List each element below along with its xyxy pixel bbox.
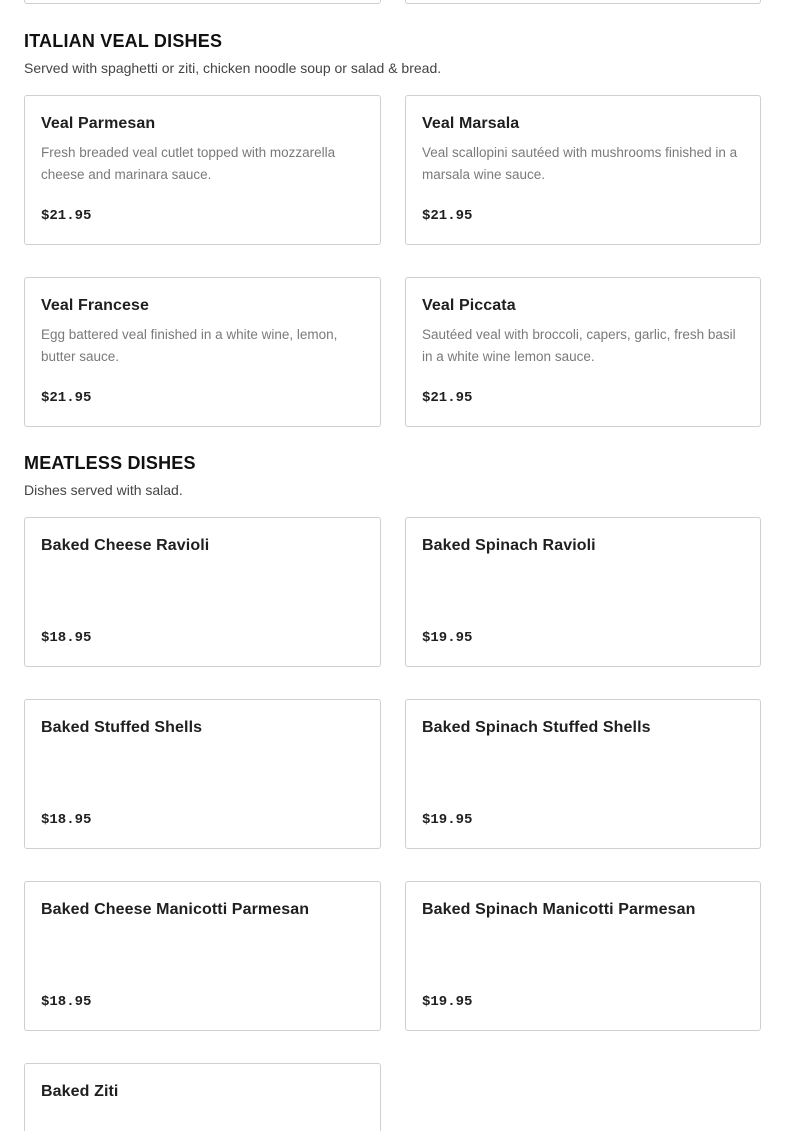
menu-item-card[interactable] (24, 95, 381, 245)
menu-item-card-partial[interactable] (24, 0, 381, 4)
section-title: ITALIAN VEAL DISHES (24, 31, 223, 51)
item-name: Baked Ziti (41, 1083, 119, 1100)
menu-item-card[interactable] (24, 517, 381, 667)
item-name: Baked Spinach Ravioli (422, 537, 596, 554)
item-name: Baked Stuffed Shells (41, 719, 203, 736)
menu-item-card[interactable] (24, 1063, 381, 1131)
item-price: $19.95 (422, 994, 473, 1010)
item-name: Veal Marsala (422, 115, 520, 132)
section-subtitle: Dishes served with salad. (24, 482, 183, 498)
item-name: Veal Francese (41, 297, 150, 314)
item-name: Veal Parmesan (41, 115, 156, 132)
section-subtitle: Served with spaghetti or ziti, chicken noodle soup or salad & bread. (24, 60, 442, 76)
item-name: Baked Spinach Manicotti Parmesan (422, 901, 696, 918)
menu-item-card[interactable] (24, 277, 381, 427)
item-description: Veal scallopini sautéed with mushrooms finished in a marsala wine sauce. (422, 145, 738, 182)
menu-item-card[interactable] (405, 881, 761, 1031)
item-price: $21.95 (422, 390, 473, 406)
menu-item-card-partial[interactable] (405, 0, 761, 4)
menu-item-card[interactable] (405, 277, 761, 427)
item-name: Baked Spinach Stuffed Shells (422, 719, 651, 736)
item-description: Sautéed veal with broccoli, capers, garlic, fresh basil in a white wine lemon sauce. (422, 327, 736, 364)
menu-item-card[interactable] (405, 699, 761, 849)
item-name: Veal Piccata (422, 297, 516, 314)
item-name: Baked Cheese Ravioli (41, 537, 210, 554)
section-title: MEATLESS DISHES (24, 453, 196, 473)
item-price: $19.95 (422, 630, 473, 646)
item-description: Fresh breaded veal cutlet topped with mozzarella cheese and marinara sauce. (41, 145, 336, 182)
menu-item-card[interactable] (405, 517, 761, 667)
item-description: Egg battered veal finished in a white wine, lemon, butter sauce. (41, 327, 338, 364)
item-price: $21.95 (41, 208, 92, 224)
item-price: $19.95 (422, 812, 473, 828)
item-price: $21.95 (422, 208, 473, 224)
item-name: Baked Cheese Manicotti Parmesan (41, 901, 310, 918)
item-price: $18.95 (41, 812, 92, 828)
item-price: $18.95 (41, 630, 92, 646)
menu-item-card[interactable] (24, 881, 381, 1031)
menu-item-card[interactable] (405, 95, 761, 245)
item-price: $21.95 (41, 390, 92, 406)
menu-item-card[interactable] (24, 699, 381, 849)
item-price: $18.95 (41, 994, 92, 1010)
